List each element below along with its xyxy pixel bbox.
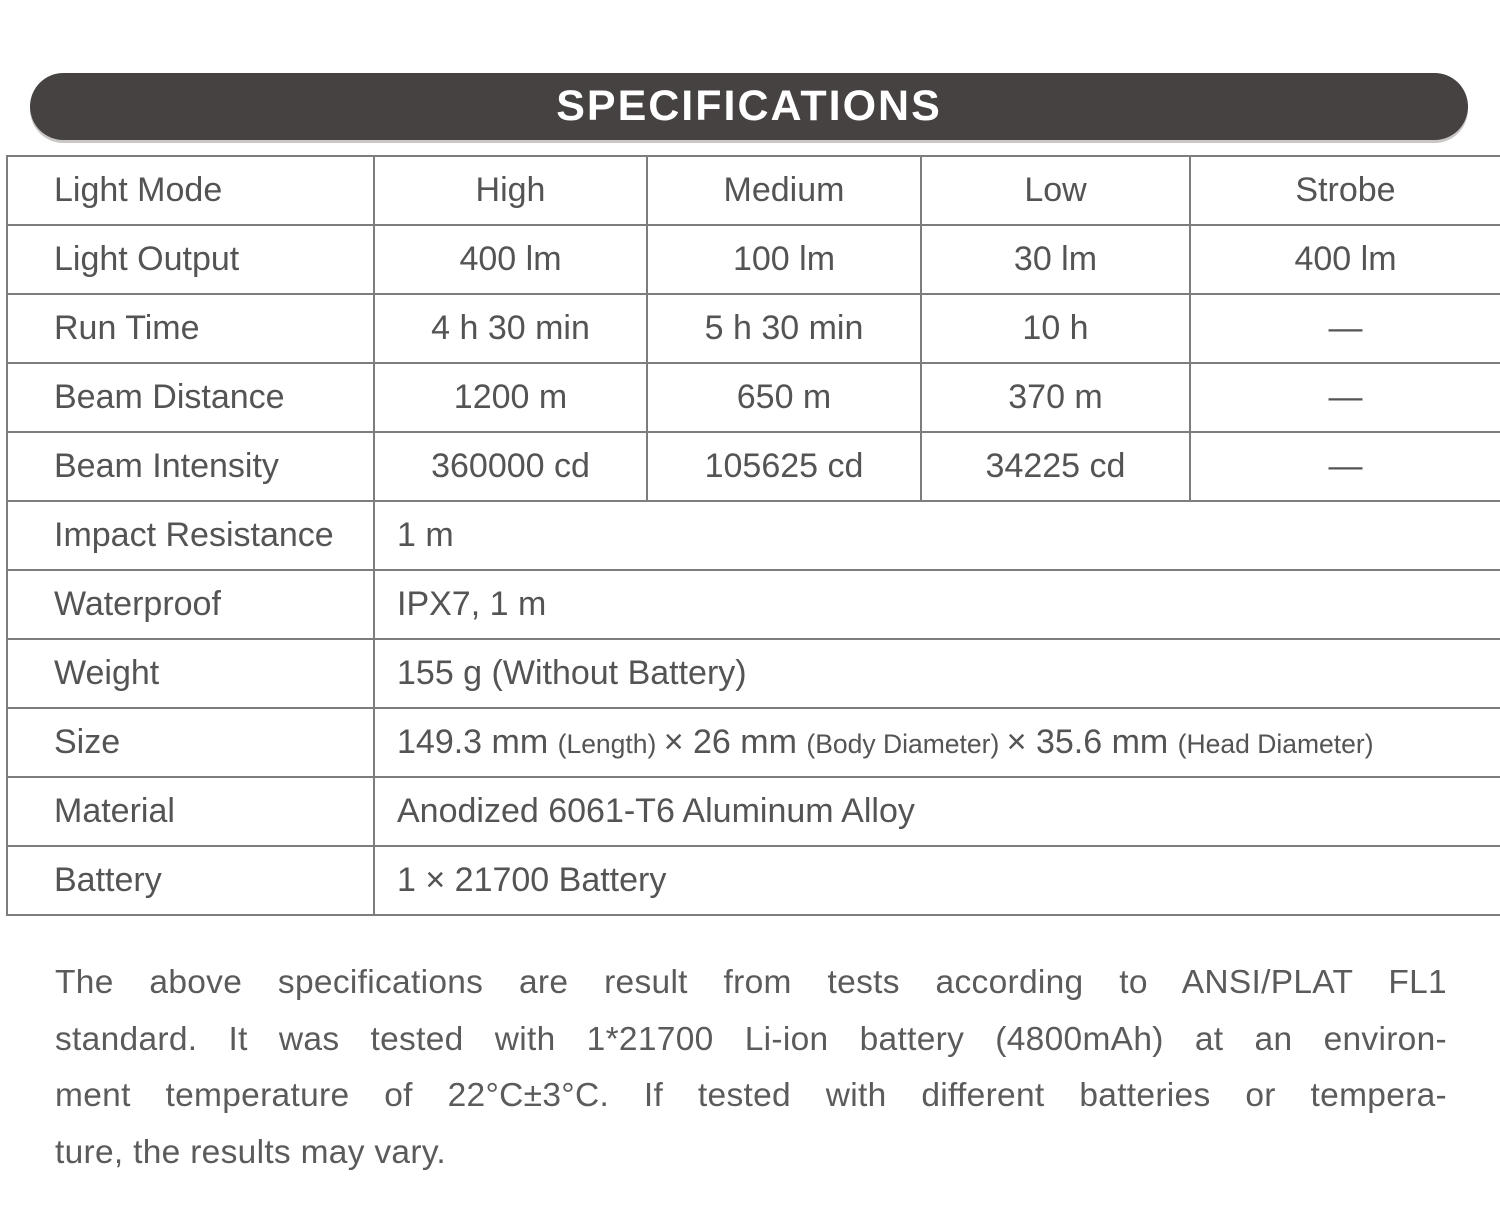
- table-row: [7, 363, 1500, 432]
- row-value: —: [1190, 294, 1500, 363]
- row-value: 30 lm: [921, 225, 1190, 294]
- row-value: 100 lm: [647, 225, 921, 294]
- row-label: Battery: [7, 846, 374, 915]
- size-value-part: (Head Diameter): [1177, 729, 1374, 759]
- size-value-part: × 35.6 mm: [1006, 723, 1178, 761]
- row-value: Low: [921, 156, 1190, 225]
- row-value: Strobe: [1190, 156, 1500, 225]
- row-label: Beam Distance: [7, 363, 374, 432]
- table-row: [7, 294, 1500, 363]
- footnote-line: standard. It was tested with 1*21700 Li-ion battery (4800mAh) at an environ-: [55, 1020, 1447, 1058]
- size-value-part: (Length): [557, 729, 664, 759]
- row-value: 400 lm: [374, 225, 647, 294]
- row-value: —: [1190, 363, 1500, 432]
- row-value: High: [374, 156, 647, 225]
- size-value-part: 149.3 mm: [397, 723, 558, 761]
- footnote-line: ture, the results may vary.: [55, 1133, 446, 1171]
- table-row: [7, 846, 1500, 915]
- row-label: Beam Intensity: [7, 432, 374, 501]
- row-value: 34225 cd: [921, 432, 1190, 501]
- size-value-part: (Body Diameter): [806, 729, 1007, 759]
- row-label: Light Mode: [7, 156, 374, 225]
- table-row: [7, 156, 1500, 225]
- size-value-part: × 26 mm: [663, 723, 807, 761]
- row-value: 4 h 30 min: [374, 294, 647, 363]
- footnote-line: ment temperature of 22°C±3°C. If tested with different batteries or tempera-: [55, 1077, 1447, 1114]
- row-label: Size: [7, 708, 374, 777]
- page-title: SPECIFICATIONS: [556, 82, 942, 130]
- row-label: Impact Resistance: [7, 501, 374, 570]
- row-value: Anodized 6061-T6 Aluminum Alloy: [374, 777, 1500, 846]
- row-label: Run Time: [7, 294, 374, 363]
- row-value: 10 h: [921, 294, 1190, 363]
- row-value: 360000 cd: [374, 432, 647, 501]
- table-row: [7, 570, 1500, 639]
- table-row: [7, 639, 1500, 708]
- row-value: [374, 708, 1500, 777]
- table-row: [7, 501, 1500, 570]
- table-row: [7, 432, 1500, 501]
- row-label: Waterproof: [7, 570, 374, 639]
- row-value: 105625 cd: [647, 432, 921, 501]
- row-label: Light Output: [7, 225, 374, 294]
- row-value: 400 lm: [1190, 225, 1500, 294]
- row-value: 370 m: [921, 363, 1190, 432]
- row-value: 1200 m: [374, 363, 647, 432]
- footnote-line: The above specifications are result from tests according to ANSI/PLAT FL1: [55, 964, 1447, 1001]
- table-row: [7, 225, 1500, 294]
- row-label: Weight: [7, 639, 374, 708]
- specifications-table: [6, 155, 1500, 916]
- table-row: [7, 777, 1500, 846]
- footnote: [55, 955, 1447, 1181]
- row-value: 5 h 30 min: [647, 294, 921, 363]
- row-value: Medium: [647, 156, 921, 225]
- row-label: Material: [7, 777, 374, 846]
- specifications-table-body: [7, 156, 1500, 915]
- row-value: 1 m: [374, 501, 1500, 570]
- table-row: [7, 708, 1500, 777]
- row-value: 650 m: [647, 363, 921, 432]
- row-value: 1 × 21700 Battery: [374, 846, 1500, 915]
- specifications-header-bar: [30, 73, 1468, 140]
- row-value: —: [1190, 432, 1500, 501]
- row-value: 155 g (Without Battery): [374, 639, 1500, 708]
- row-value: IPX7, 1 m: [374, 570, 1500, 639]
